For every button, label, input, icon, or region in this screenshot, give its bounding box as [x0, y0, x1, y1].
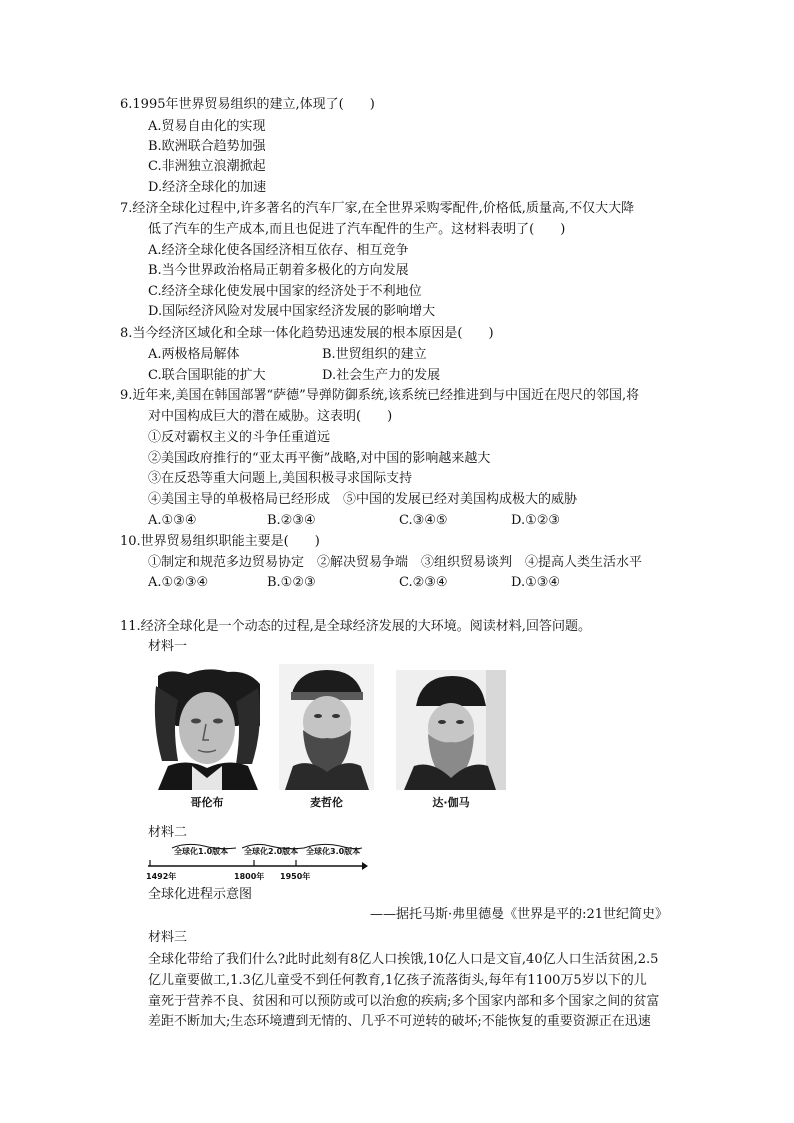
- q7-stem-line1: 7.经济全球化过程中,许多著名的汽车厂家,在全世界采购零配件,价格低,质量高,不仅大大降: [120, 201, 635, 216]
- q8-option-a[interactable]: A.两极格局解体: [148, 347, 240, 362]
- material3-line-3: 童死于营养不良、贫困和可以预防或可以治愈的疾病;多个国家内部和多个国家之间的贫富: [148, 994, 660, 1009]
- q8-option-d[interactable]: D.社会生产力的发展: [322, 368, 441, 383]
- columbus-portrait-icon: [148, 666, 266, 790]
- q7-option-d[interactable]: D.国际经济风险对发展中国家经济发展的影响增大: [148, 304, 436, 319]
- q7-option-a[interactable]: A.经济全球化使各国经济相互依存、相互竞争: [148, 243, 409, 258]
- globalization-timeline: [146, 842, 370, 886]
- magellan-caption: 麦哲伦: [310, 796, 343, 809]
- q10-stem: 10.世界贸易组织职能主要是( ): [120, 534, 320, 549]
- q6-stem: 6.1995年世界贸易组织的建立,体现了( ): [120, 97, 375, 112]
- material3-line-2: 亿儿童要做工,1.3亿儿童受不到任何教育,1亿孩子流落街头,每年有1100万5岁以下的儿: [148, 973, 647, 988]
- timeline-year-1800: 1800年: [234, 872, 265, 881]
- q10-statements: ①制定和规范多边贸易协定 ②解决贸易争端 ③组织贸易谈判 ④提高人类生活水平: [148, 555, 643, 570]
- columbus-portrait: [148, 666, 266, 812]
- q9-statement-3: ③在反恐等重大问题上,美国积极寻求国际支持: [148, 471, 413, 486]
- material3-line-1: 全球化带给了我们什么?此时此刻有8亿人口挨饿,10亿人口是文盲,40亿人口生活贫困,2.5: [148, 952, 659, 967]
- material1-label: 材料一: [148, 639, 188, 654]
- q7-option-c[interactable]: C.经济全球化使发展中国家的经济处于不利地位: [148, 284, 422, 299]
- q9-option-c[interactable]: C.③④⑤: [399, 513, 448, 528]
- q6-option-c[interactable]: C.非洲独立浪潮掀起: [148, 159, 266, 174]
- q6-option-b[interactable]: B.欧洲联合趋势加强: [148, 139, 266, 154]
- q7-stem-line2: 低了汽车的生产成本,而且也促进了汽车配件的生产。这材料表明了( ): [148, 222, 566, 237]
- q10-option-a[interactable]: A.①②③④: [148, 575, 209, 590]
- q6-option-d[interactable]: D.经济全球化的加速: [148, 180, 267, 195]
- material2-label: 材料二: [148, 825, 188, 840]
- columbus-caption: 哥伦布: [190, 796, 224, 809]
- q10-option-d[interactable]: D.①③④: [511, 575, 561, 590]
- q9-statement-2: ②美国政府推行的“亚太再平衡”战略,对中国的影响越来越大: [148, 451, 491, 466]
- q10-option-b[interactable]: B.①②③: [267, 575, 316, 590]
- q9-statement-4-5: ④美国主导的单极格局已经形成 ⑤中国的发展已经对美国构成极大的威胁: [148, 492, 578, 507]
- timeline-year-1492: 1492年: [146, 872, 177, 881]
- magellan-portrait: [279, 664, 374, 812]
- timeline-version-1: 全球化1.0版本: [174, 847, 229, 856]
- magellan-portrait-icon: [279, 664, 374, 790]
- material3-label: 材料三: [148, 930, 188, 945]
- q8-stem: 8.当今经济区域化和全球一体化趋势迅速发展的根本原因是( ): [120, 326, 494, 341]
- q10-option-c[interactable]: C.②③④: [399, 575, 448, 590]
- q9-option-d[interactable]: D.①②③: [511, 513, 561, 528]
- timeline-version-2: 全球化2.0版本: [244, 847, 299, 856]
- da-gama-caption: 达·伽马: [432, 796, 470, 809]
- da-gama-portrait: [396, 670, 506, 812]
- timeline-caption: 全球化进程示意图: [148, 887, 253, 902]
- q9-stem-line2: 对中国构成巨大的潜在威胁。这表明( ): [148, 409, 393, 424]
- source-citation: ——据托马斯·弗里德曼《世界是平的:21世纪简史》: [370, 907, 669, 922]
- q9-stem-line1: 9.近年来,美国在韩国部署“萨德”导弹防御系统,该系统已经推进到与中国近在咫尺的邻国,将: [120, 388, 640, 403]
- timeline-year-1950: 1950年: [280, 872, 311, 881]
- material3-line-4: 差距不断加大;生态环境遭到无情的、几乎不可逆转的破坏;不能恢复的重要资源正在迅速: [148, 1014, 651, 1029]
- q6-option-a[interactable]: A.贸易自由化的实现: [148, 119, 266, 134]
- q9-statement-1: ①反对霸权主义的斗争任重道远: [148, 430, 331, 445]
- timeline-version-3: 全球化3.0版本: [306, 847, 361, 856]
- q11-stem: 11.经济全球化是一个动态的过程,是全球经济发展的大环境。阅读材料,回答问题。: [120, 619, 591, 634]
- q8-option-c[interactable]: C.联合国职能的扩大: [148, 368, 266, 383]
- q8-option-b[interactable]: B.世贸组织的建立: [322, 347, 427, 362]
- q9-option-a[interactable]: A.①③④: [148, 513, 197, 528]
- q9-option-b[interactable]: B.②③④: [267, 513, 316, 528]
- da-gama-portrait-icon: [396, 670, 506, 790]
- q7-option-b[interactable]: B.当今世界政治格局正朝着多极化的方向发展: [148, 263, 409, 278]
